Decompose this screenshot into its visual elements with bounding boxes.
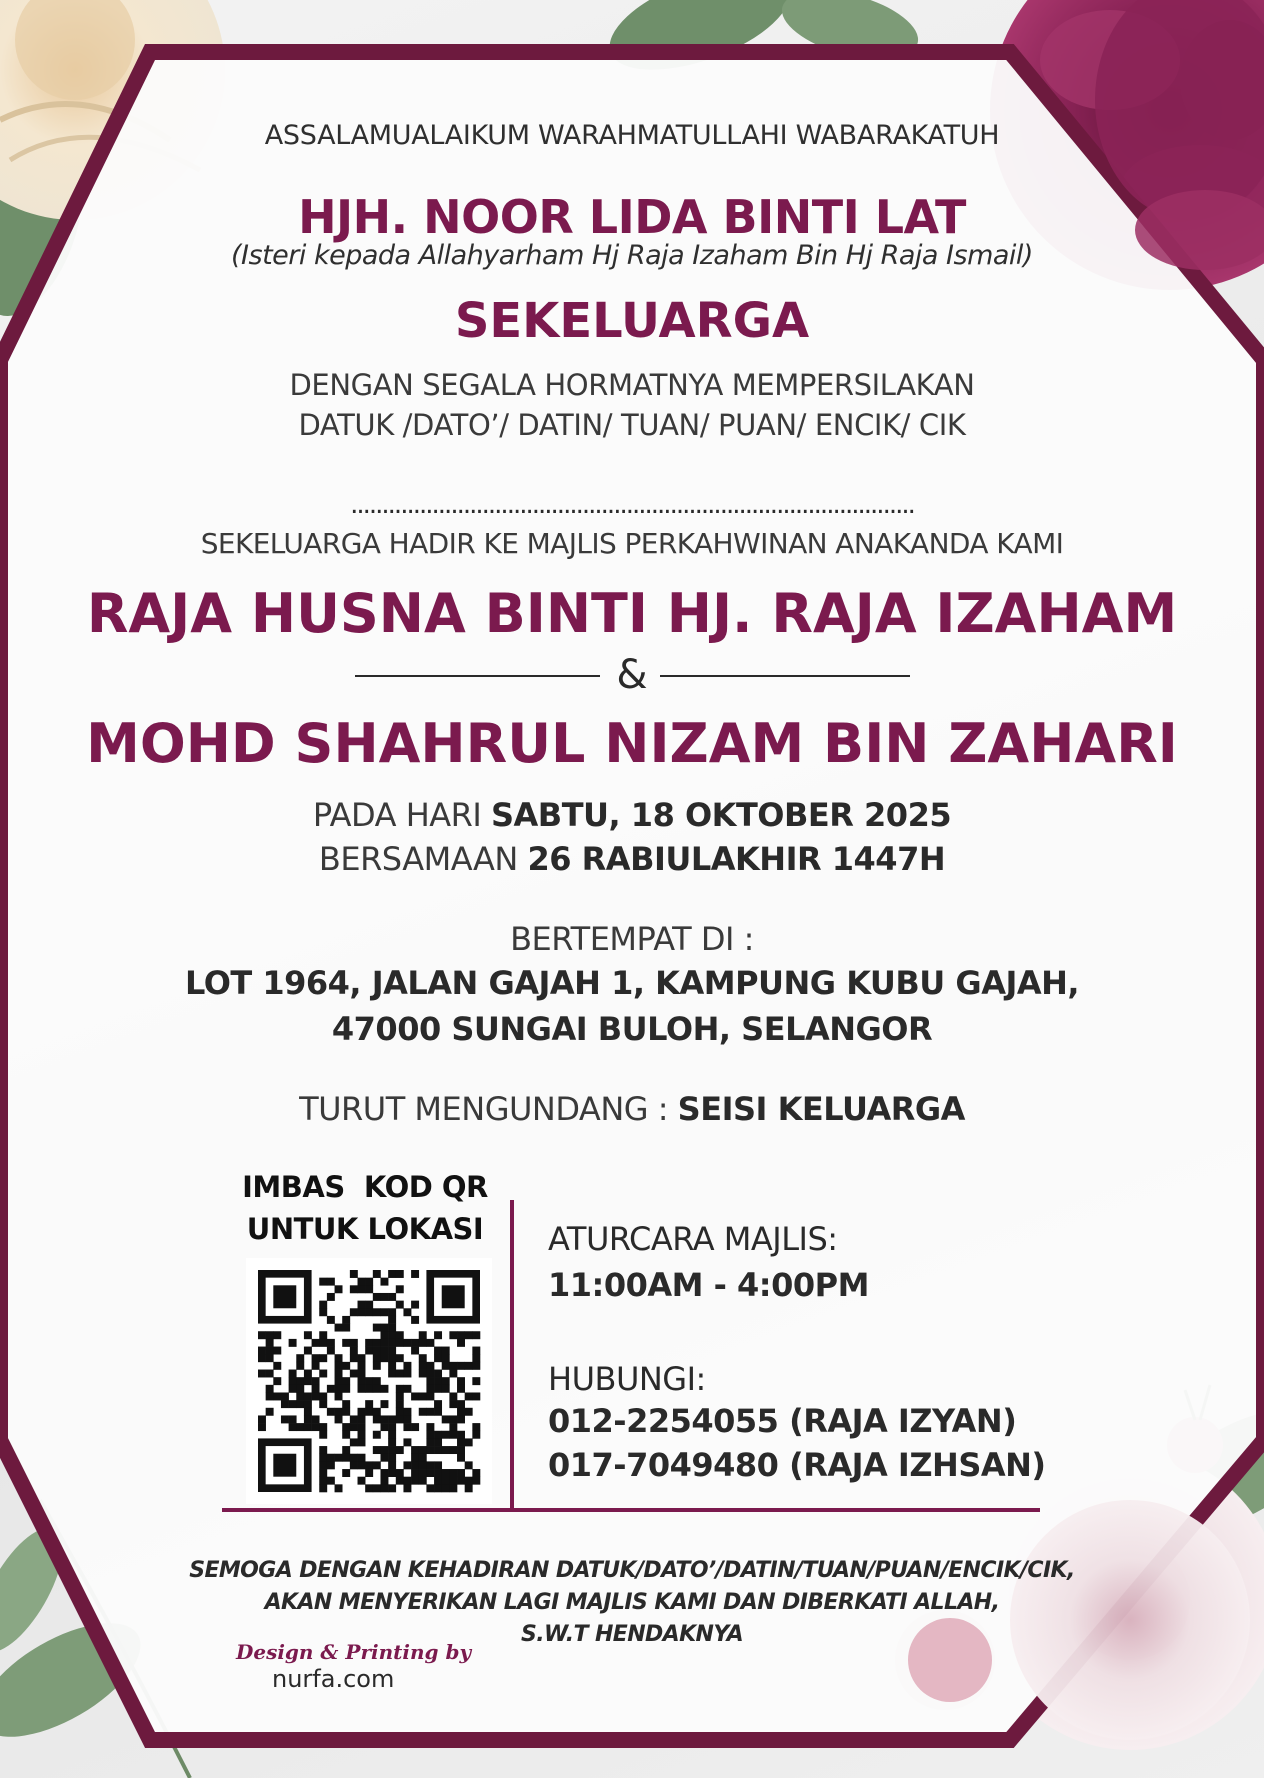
- event-hijri-value: 26 RABIULAKHIR 1447H: [527, 840, 946, 878]
- event-date: [0, 796, 1264, 834]
- event-date-value: SABTU, 18 OKTOBER 2025: [490, 796, 952, 834]
- groom-name: MOHD SHAHRUL NIZAM BIN ZAHARI: [86, 712, 1178, 775]
- invitation-line-1: DENGAN SEGALA HORMATNYA MEMPERSILAKAN: [289, 368, 975, 402]
- ampersand: &: [616, 652, 648, 698]
- co-host-label: TURUT MENGUNDANG :: [299, 1090, 678, 1128]
- invitation-line-2: DATUK /DATO’/ DATIN/ TUAN/ PUAN/ ENCIK/ CIK: [298, 408, 966, 442]
- qr-code-graphic: [246, 1258, 492, 1504]
- closing-message: [0, 1555, 1264, 1651]
- schedule-label: ATURCARA MAJLIS:: [548, 1220, 838, 1258]
- host-family: SEKELUARGA: [454, 293, 810, 349]
- closing-line-2: AKAN MENYERIKAN LAGI MAJLIS KAMI DAN DIBERKATI ALLAH,: [264, 1590, 1000, 1615]
- qr-title-line-1: IMBAS KOD QR: [242, 1170, 488, 1204]
- host-name: HJH. NOOR LIDA BINTI LAT: [298, 190, 966, 244]
- design-credit-label: Design & Printing by: [236, 1640, 472, 1664]
- co-host: [0, 1090, 1264, 1128]
- host-subtitle: (Isteri kepada Allahyarham Hj Raja Izaham Bin Hj Raja Ismail): [231, 240, 1033, 271]
- qr-title: [220, 1166, 510, 1250]
- contact-phone-2[interactable]: 017-7049480 (RAJA IZHSAN): [548, 1446, 1046, 1484]
- bride-name: RAJA HUSNA BINTI HJ. RAJA IZAHAM: [86, 582, 1178, 645]
- design-credit-site[interactable]: nurfa.com: [272, 1665, 395, 1693]
- contact-label: HUBUNGI:: [548, 1360, 706, 1398]
- closing-line-3: S.W.T HENDAKNYA: [520, 1622, 744, 1647]
- venue-address-line-1: LOT 1964, JALAN GAJAH 1, KAMPUNG KUBU GAJAH,: [184, 964, 1080, 1002]
- event-date-label: PADA HARI: [312, 796, 491, 834]
- greeting: ASSALAMUALAIKUM WARAHMATULLAHI WABARAKATUH: [264, 120, 1000, 151]
- venue-address-line-2: 47000 SUNGAI BULOH, SELANGOR: [331, 1010, 933, 1048]
- invitation-attend: SEKELUARGA HADIR KE MAJLIS PERKAHWINAN ANAKANDA KAMI: [200, 527, 1064, 560]
- qr-title-line-2: UNTUK LOKASI: [246, 1212, 484, 1246]
- venue-label: BERTEMPAT DI :: [510, 920, 754, 958]
- contact-phone-1[interactable]: 012-2254055 (RAJA IZYAN): [548, 1402, 1017, 1440]
- closing-line-1: SEMOGA DENGAN KEHADIRAN DATUK/DATO’/DATIN/TUAN/PUAN/ENCIK/CIK,: [189, 1558, 1075, 1583]
- co-host-value: SEISI KELUARGA: [677, 1090, 965, 1128]
- event-hijri-label: BERSAMAAN: [318, 840, 528, 878]
- guest-name-blank: ..........................................................................................: [350, 490, 914, 520]
- location-qr-code[interactable]: [246, 1258, 492, 1504]
- schedule-time: 11:00AM - 4:00PM: [548, 1266, 869, 1304]
- event-hijri-date: [0, 840, 1264, 878]
